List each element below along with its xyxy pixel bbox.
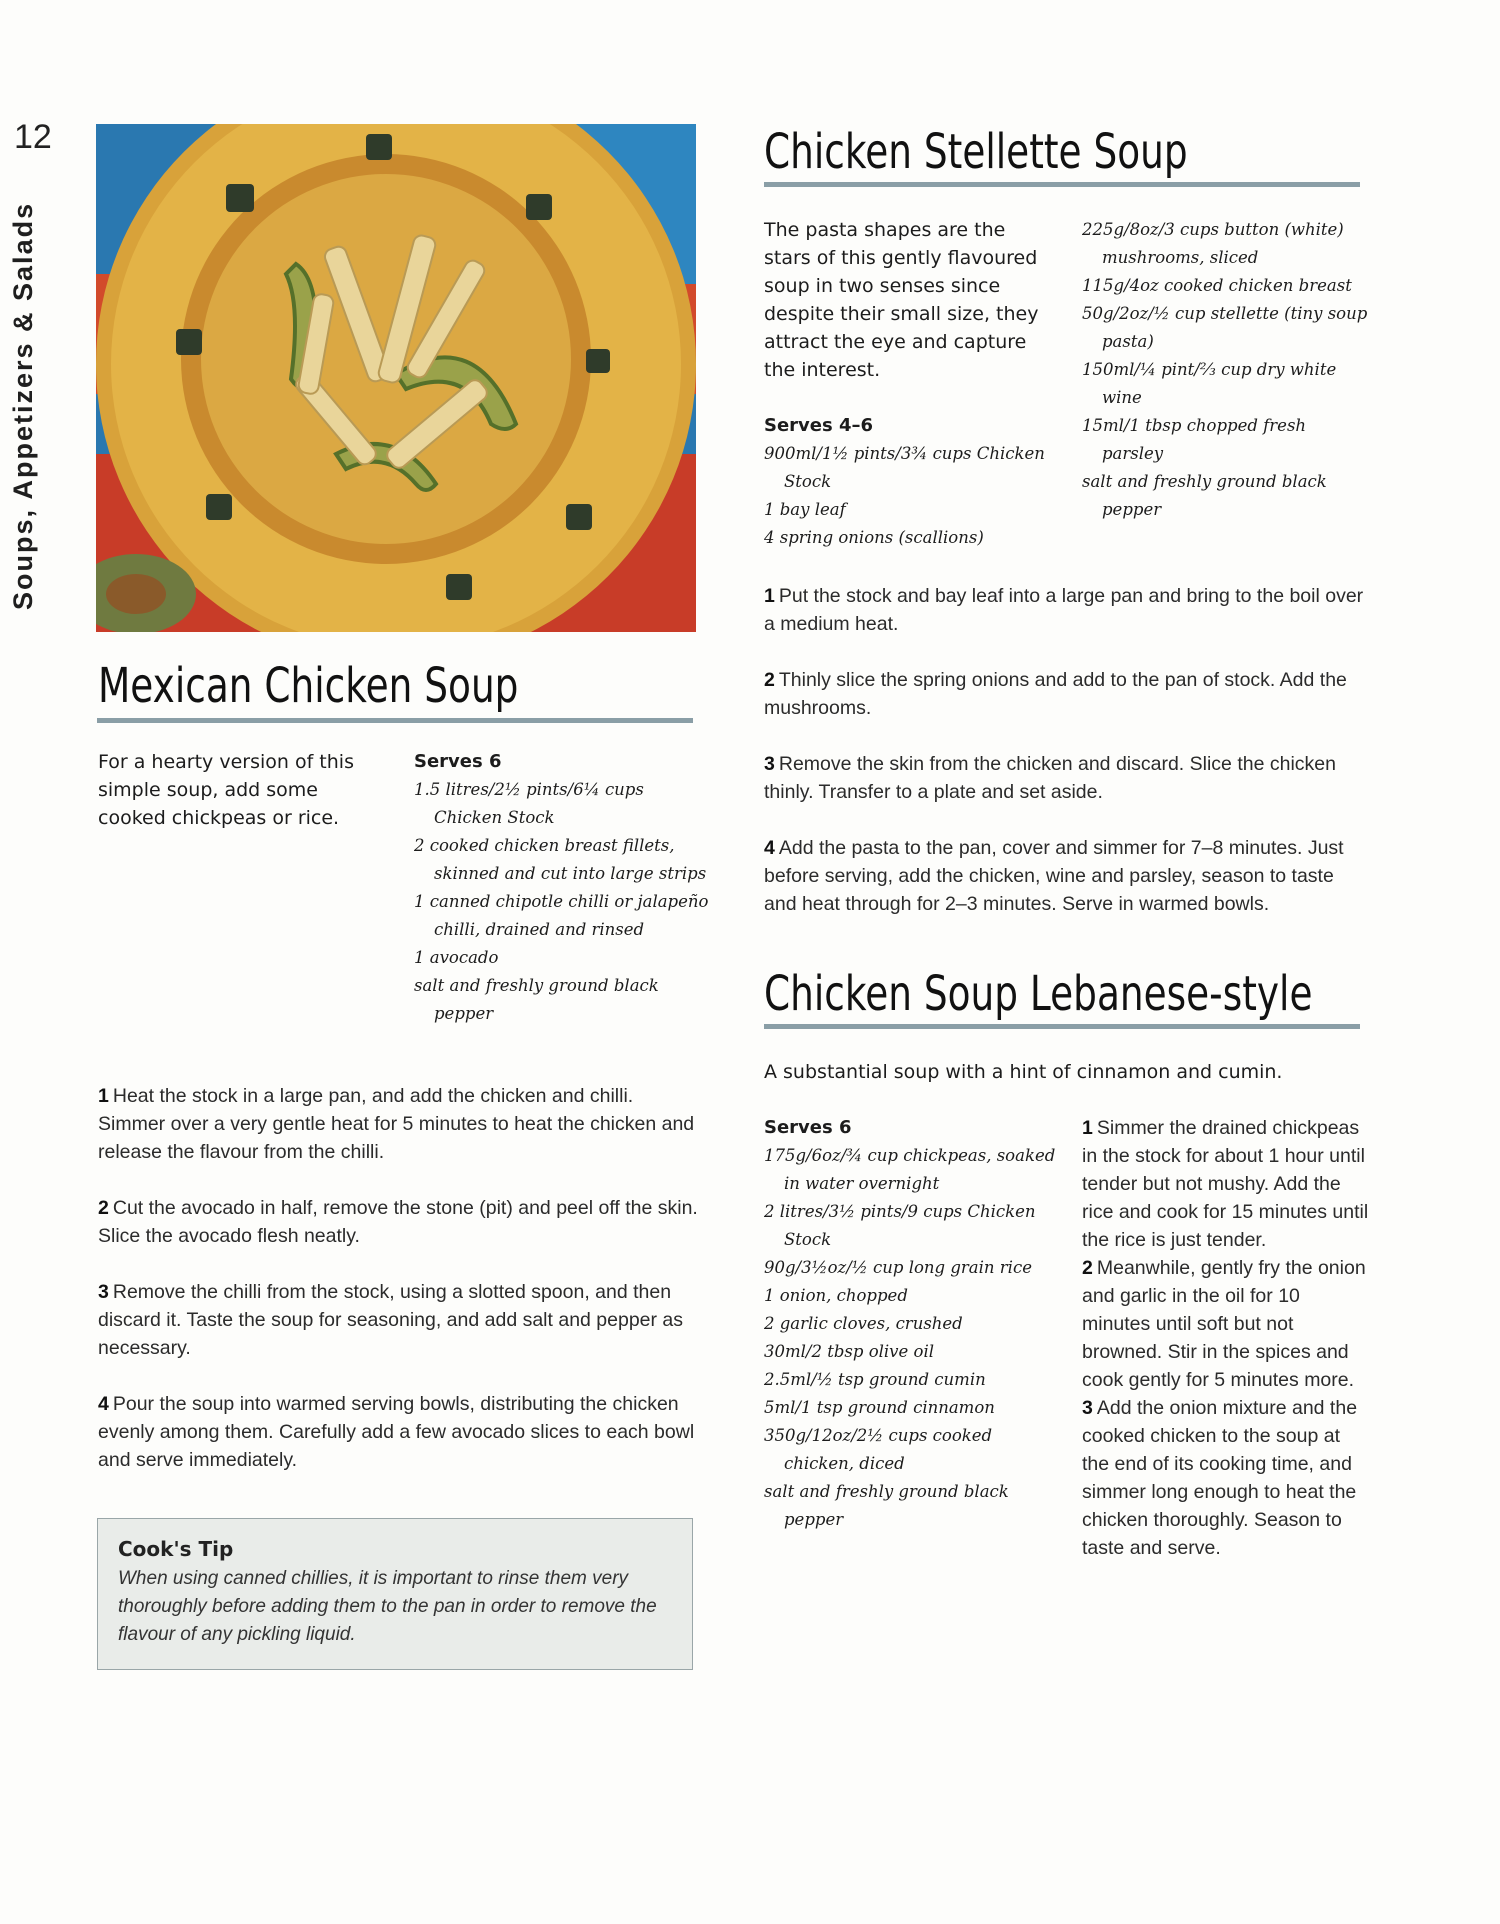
ingredient-item: 350g/12oz/2½ cups cooked chicken, diced — [764, 1426, 993, 1473]
step-number: 4 — [98, 1393, 109, 1415]
ingredient-item: salt and freshly ground black pepper — [1082, 472, 1327, 519]
method-step — [764, 750, 1364, 806]
method-step — [98, 1390, 698, 1474]
step-text: Heat the stock in a large pan, and add the chicken and chilli. Simmer over a very gentle heat for 5 minutes to heat the chicken and release the flavour from the chilli. — [98, 1085, 695, 1163]
lebanese-method — [1082, 1114, 1372, 1562]
stellette-ingredient-list-right — [1082, 216, 1372, 524]
ingredient-item: 2.5ml/½ tsp ground cumin — [764, 1370, 986, 1389]
step-number: 3 — [98, 1281, 109, 1303]
cooks-tip-text: When using canned chillies, it is important to rinse them very thoroughly before adding them to the pan in order to remove the flavour of any pickling liquid. — [118, 1568, 657, 1645]
method-step — [1082, 1114, 1372, 1254]
step-text: Cut the avocado in half, remove the stone (pit) and peel off the skin. Slice the avocado flesh neatly. — [98, 1197, 698, 1247]
stellette-intro: The pasta shapes are the stars of this gently flavoured soup in two senses since despite their small size, they attract the eye and capture the interest. — [764, 219, 1039, 381]
stellette-title-rule — [764, 182, 1360, 187]
step-text: Add the pasta to the pan, cover and simmer for 7–8 minutes. Just before serving, add the chicken, wine and parsley, season to taste and heat through for 2–3 minutes. Serve in warmed bowls. — [764, 837, 1344, 915]
stellette-ingredient-list-left — [764, 440, 1054, 552]
mexican-title-rule — [97, 718, 693, 723]
step-number: 1 — [1082, 1117, 1093, 1139]
mexican-serves: Serves 6 — [414, 751, 502, 772]
ingredient-item: 5ml/1 tsp ground cinnamon — [764, 1398, 995, 1417]
step-number: 3 — [764, 753, 775, 775]
stellette-left-column — [764, 216, 1054, 552]
lebanese-title-rule — [764, 1024, 1360, 1029]
lebanese-title: Chicken Soup Lebanese-style — [764, 966, 1313, 1022]
lebanese-serves: Serves 6 — [764, 1117, 852, 1138]
step-text: Thinly slice the spring onions and add to the pan of stock. Add the mushrooms. — [764, 669, 1347, 719]
method-step — [1082, 1254, 1372, 1394]
step-number: 3 — [1082, 1397, 1093, 1419]
method-step — [98, 1278, 698, 1362]
method-step — [764, 582, 1364, 638]
ingredient-item: 1 avocado — [414, 948, 499, 967]
step-text: Simmer the drained chickpeas in the stock for about 1 hour until tender but not mushy. Add the rice and cook for 15 minutes until the rice is just tender. — [1082, 1117, 1369, 1251]
step-number: 2 — [98, 1197, 109, 1219]
ingredient-item: 2 cooked chicken breast fillets, skinned and cut into large strips — [414, 836, 707, 883]
ingredient-item: salt and freshly ground black pepper — [764, 1482, 1009, 1529]
ingredient-item: 900ml/1½ pints/3¾ cups Chicken Stock — [764, 444, 1045, 491]
ingredient-item: 175g/6oz/¾ cup chickpeas, soaked in water overnight — [764, 1146, 1056, 1193]
lebanese-ingredients — [764, 1114, 1064, 1534]
soup-photo — [96, 124, 696, 632]
ingredient-item: 115g/4oz cooked chicken breast — [1082, 276, 1352, 295]
step-text: Meanwhile, gently fry the onion and garlic in the oil for 10 minutes until soft but not browned. Stir in the spices and cook gently for 5 minutes more. — [1082, 1257, 1366, 1391]
cooks-tip-title: Cook's Tip — [118, 1537, 234, 1561]
mexican-intro: For a hearty version of this simple soup, add some cooked chickpeas or rice. — [98, 751, 354, 829]
ingredient-item: 4 spring onions (scallions) — [764, 528, 984, 547]
stellette-serves: Serves 4–6 — [764, 415, 874, 436]
method-step — [1082, 1394, 1372, 1562]
ingredient-item: 225g/8oz/3 cups button (white) mushrooms, sliced — [1082, 220, 1344, 267]
ingredient-item: 1 bay leaf — [764, 500, 846, 519]
step-text: Pour the soup into warmed serving bowls, distributing the chicken evenly among them. Carefully add a few avocado slices to each bowl and serve immediately. — [98, 1393, 695, 1471]
ingredient-item: 1 canned chipotle chilli or jalapeño chilli, drained and rinsed — [414, 892, 709, 939]
ingredient-item: 2 garlic cloves, crushed — [764, 1314, 963, 1333]
ingredient-item: 30ml/2 tbsp olive oil — [764, 1342, 934, 1361]
section-label-text: Soups, Appetizers & Salads — [8, 201, 38, 610]
ingredient-item: salt and freshly ground black pepper — [414, 976, 659, 1023]
ingredient-item: 50g/2oz/½ cup stellette (tiny soup pasta) — [1082, 304, 1368, 351]
method-step — [764, 834, 1364, 918]
cooks-tip-box — [97, 1518, 693, 1670]
method-step — [98, 1082, 698, 1166]
ingredient-item: 1.5 litres/2½ pints/6¼ cups Chicken Stock — [414, 780, 644, 827]
stellette-method — [764, 582, 1364, 918]
lebanese-intro: A substantial soup with a hint of cinnamon and cumin. — [764, 1061, 1283, 1083]
step-text: Put the stock and bay leaf into a large pan and bring to the boil over a medium heat. — [764, 585, 1364, 635]
ingredient-item: 2 litres/3½ pints/9 cups Chicken Stock — [764, 1202, 1036, 1249]
step-number: 4 — [764, 837, 775, 859]
mexican-method — [98, 1082, 698, 1474]
step-text: Remove the chilli from the stock, using a slotted spoon, and then discard it. Taste the soup for seasoning, and add salt and pepper as necessary. — [98, 1281, 684, 1359]
step-text: Remove the skin from the chicken and discard. Slice the chicken thinly. Transfer to a plate and set aside. — [764, 753, 1336, 803]
ingredient-item: 1 onion, chopped — [764, 1286, 908, 1305]
mexican-ingredients — [414, 748, 714, 1028]
mexican-title: Mexican Chicken Soup — [98, 658, 519, 714]
ingredient-item: 150ml/¼ pint/⅔ cup dry white wine — [1082, 360, 1337, 407]
ingredient-item: 15ml/1 tbsp chopped fresh parsley — [1082, 416, 1307, 463]
step-number: 1 — [764, 585, 775, 607]
mexican-ingredient-list — [414, 776, 714, 1028]
step-number: 2 — [764, 669, 775, 691]
method-step — [98, 1194, 698, 1250]
step-number: 2 — [1082, 1257, 1093, 1279]
step-text: Add the onion mixture and the cooked chicken to the soup at the end of its cooking time, and simmer long enough to heat the chicken thoroughly. Season to taste and serve. — [1082, 1397, 1358, 1559]
stellette-title: Chicken Stellette Soup — [764, 124, 1188, 180]
method-step — [764, 666, 1364, 722]
page-number: 12 — [14, 118, 52, 156]
soup-illustration — [96, 124, 696, 632]
step-number: 1 — [98, 1085, 109, 1107]
ingredient-item: 90g/3½oz/½ cup long grain rice — [764, 1258, 1032, 1277]
lebanese-ingredient-list — [764, 1142, 1064, 1534]
